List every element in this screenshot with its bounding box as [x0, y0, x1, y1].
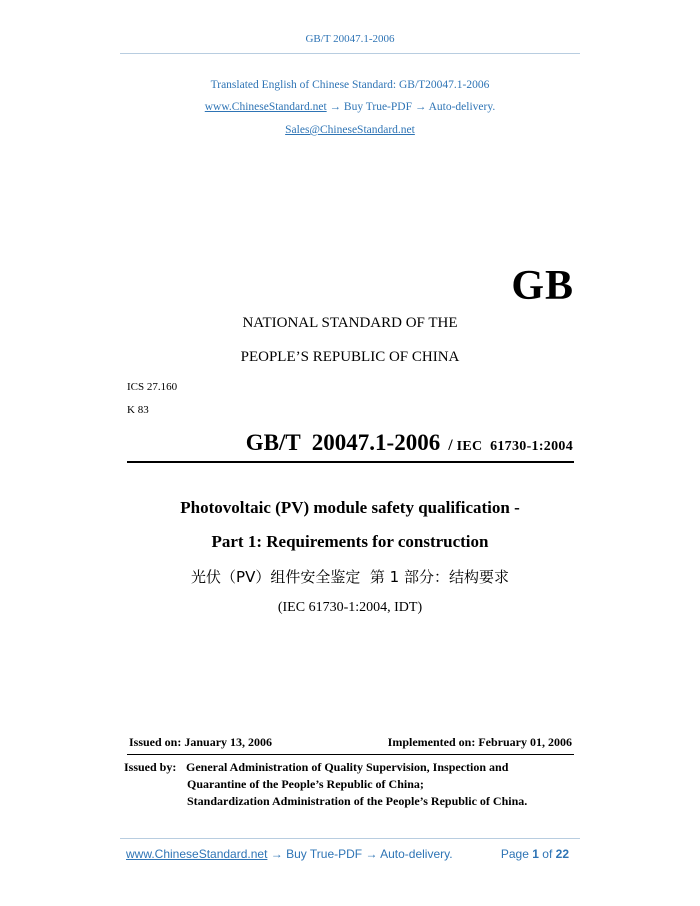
issue-date-rule — [127, 754, 574, 755]
page-label: Page — [500, 847, 529, 861]
standard-number — [246, 430, 573, 456]
gb-mark: GB — [511, 263, 574, 309]
page-indicator — [501, 847, 569, 861]
footer-purchase-text: → Buy True-PDF → Auto-delivery. — [267, 847, 453, 861]
page-total: 22 — [555, 847, 569, 861]
implemented-on-date: Implemented on: February 01, 2006 — [387, 735, 572, 749]
header-divider — [120, 53, 580, 54]
standard-number-main: GB/T 20047.1-2006 — [245, 430, 441, 455]
footer-link-line — [126, 847, 453, 861]
issuer-line-2: Quarantine of the People’s Republic of China; — [187, 777, 424, 791]
sales-email-link[interactable]: Sales@ChineseStandard.net — [285, 124, 415, 136]
footer-site-link[interactable]: www.ChineseStandard.net — [126, 847, 268, 861]
page-current: 1 — [532, 847, 539, 861]
title-line-2: Part 1: Requirements for construction — [211, 532, 489, 551]
issuer-line-1: General Administration of Quality Supervision, Inspection and — [186, 760, 509, 774]
issuer-line-3: Standardization Administration of the People’s Republic of China. — [187, 794, 528, 808]
equivalent-standard: IEC 61730-1:2004 — [456, 439, 573, 454]
issued-on-date: Issued on: January 13, 2006 — [129, 735, 273, 749]
national-standard-line-2: PEOPLE’S REPUBLIC OF CHINA — [240, 349, 460, 365]
translation-notice: Translated English of Chinese Standard: GB/T20047.1-2006 — [210, 79, 490, 91]
standard-slash: / — [448, 437, 453, 454]
footer-divider — [120, 838, 580, 839]
title-chinese: 光伏（PV）组件安全鉴定 第 1 部分：结构要求 — [191, 568, 509, 586]
issued-by-label: Issued by: — [124, 760, 177, 774]
identity-statement: (IEC 61730-1:2004, IDT) — [277, 600, 423, 615]
title-line-1: Photovoltaic (PV) module safety qualification - — [180, 498, 520, 517]
page-header-title: GB/T 20047.1-2006 — [305, 33, 395, 45]
classification-code: K 83 — [127, 404, 149, 416]
page-of: of — [542, 847, 553, 861]
purchase-text: → Buy True-PDF → Auto-delivery. — [326, 101, 496, 113]
national-standard-line-1: NATIONAL STANDARD OF THE — [242, 315, 458, 331]
site-link[interactable]: www.ChineseStandard.net — [204, 101, 327, 113]
purchase-link-line — [0, 101, 700, 113]
ics-code: ICS 27.160 — [127, 381, 178, 393]
standard-number-rule — [127, 461, 574, 463]
sales-email-line — [0, 124, 700, 136]
